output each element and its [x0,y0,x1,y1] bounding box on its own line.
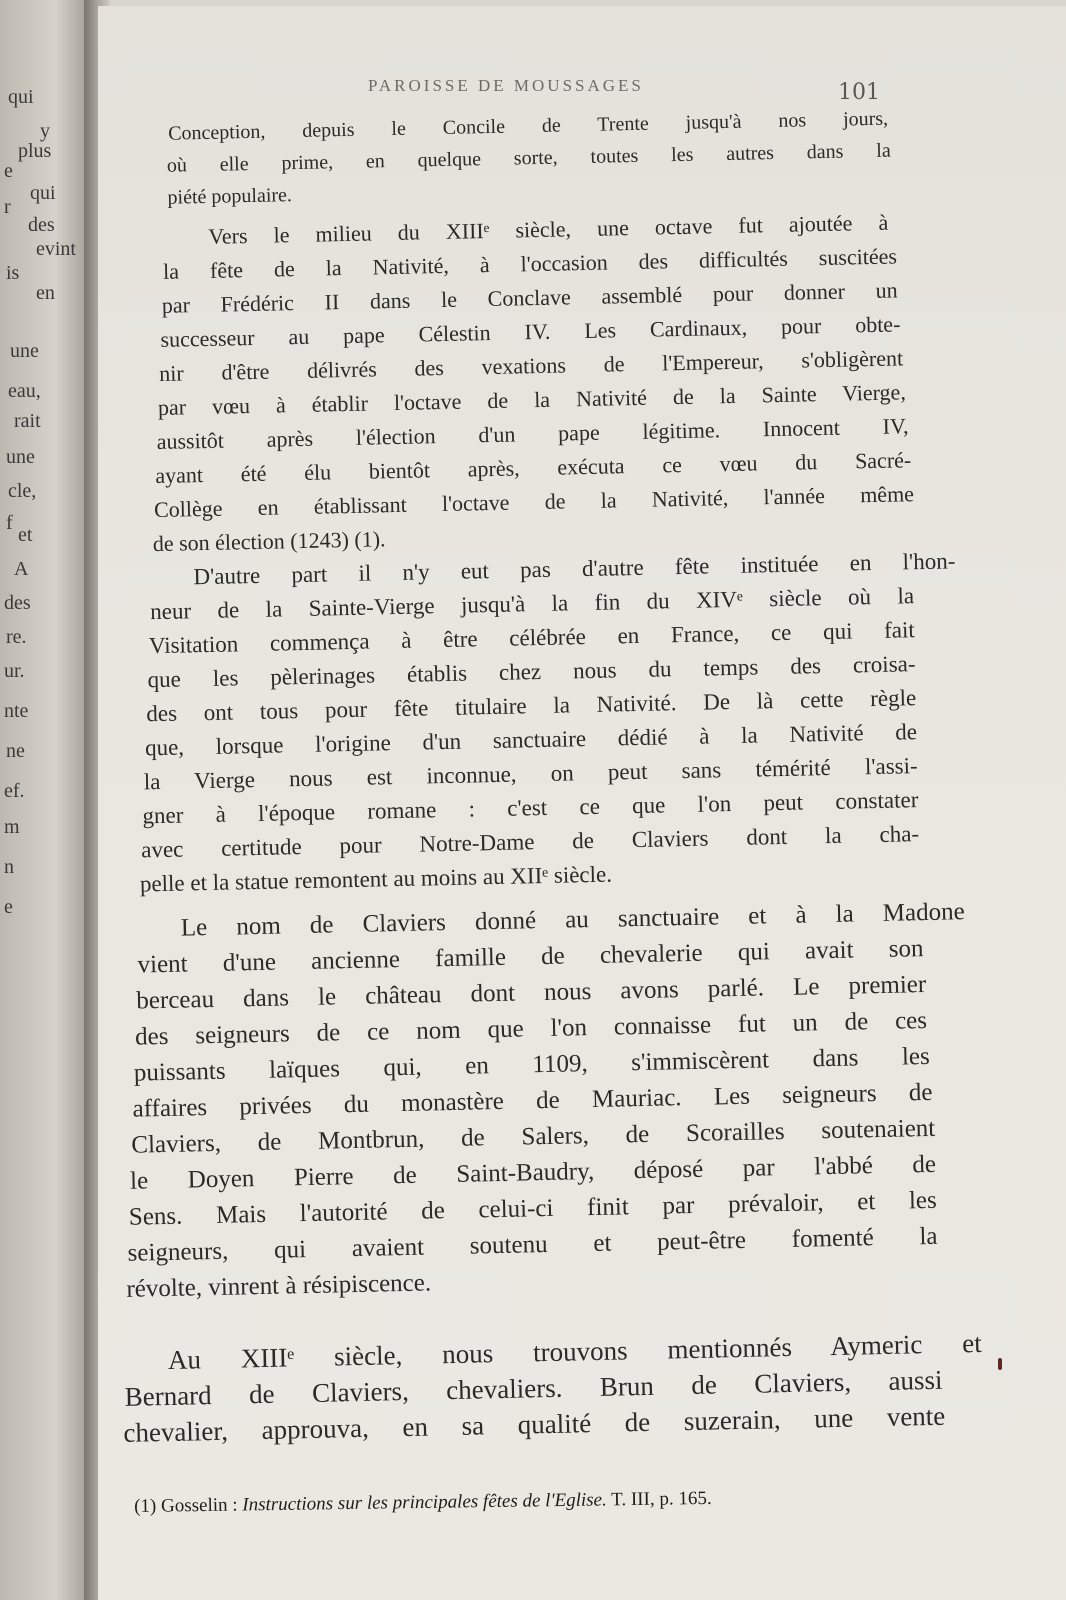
text-line: piété populaire. [167,184,293,209]
left-page-fragment: qui [30,182,56,204]
text-line: Au XIIIᵉ siècle, nous trouvons mentionnés Aymeric et [167,1327,983,1375]
text-line: de son élection (1243) (1). [152,526,386,557]
ink-spot [998,1358,1002,1370]
left-page-fragment: m [4,816,20,838]
left-page-fragment: en [36,282,55,304]
text-line: chevalier, approuva, en sa qualité de suzerain, une vente [123,1400,946,1448]
text-line: ayant été élu bientôt après, exécuta ce vœu du Sacré- [155,447,912,489]
left-page-fragment: ur. [4,660,25,682]
text-line: par Frédéric II dans le Conclave assemblé pour donner un [161,277,898,318]
text-line: la Vierge nous est inconnue, on peut sans témérité l'assi- [143,753,918,795]
text-line: par vœu à établir l'octave de la Nativité de la Sainte Vierge, [157,379,907,420]
text-line: des seigneurs de ce nom que l'on connaisse fut un de ces [134,1007,928,1051]
text-line: la fête de la Nativité, à l'occasion des difficultés suscitées [162,243,898,284]
left-page [0,0,92,1600]
right-page [98,6,1066,1600]
text-line: avec certitude pour Notre-Dame de Claviers dont la cha- [140,821,920,863]
text-line: puissants laïques qui, en 1109, s'immiscèrent dans les [133,1042,930,1087]
left-page-fragment: qui [8,86,34,108]
text-line: berceau dans le château dont nous avons parlé. Le premier [136,971,927,1015]
text-line: Visitation commença à être célébrée en France, ce qui fait [148,617,916,659]
text-line: Collège en établissant l'octave de la Nativité, l'année même [153,481,915,523]
footnote [134,1485,894,1518]
text-line: Sens. Mais l'autorité de celui-ci finit par prévaloir, et les [128,1186,938,1231]
left-page-fragment: des [4,592,31,614]
text-line: seigneurs, qui avaient soutenu et peut-être fomenté la [127,1222,938,1267]
text-line: Conception, depuis le Concile de Trente jusqu'à nos jours, [167,107,889,145]
left-page-fragment: e [4,896,13,918]
text-line: Vers le milieu du XIIIᵉ siècle, une octave fut ajoutée à [208,209,889,249]
left-page-fragment: une [10,340,39,362]
text-line: où elle prime, en quelque sorte, toutes les autres dans la [166,139,891,177]
text-line: Le nom de Claviers donné au sanctuaire et à la Madone [180,898,965,942]
text-line: pelle et la statue remontent au moins au XIIᵉ siècle. [139,861,613,897]
left-page-fragment: rait [14,410,41,432]
text-line: nir d'être délivrés des vexations de l'Empereur, s'obligèrent [158,345,904,386]
left-page-fragment: y [40,120,50,142]
left-page-fragment: f [6,512,13,534]
left-page-fragment: et [18,524,33,546]
text-line: aussitôt après l'élection d'un pape légitime. Innocent IV, [156,413,909,455]
running-header: PAROISSE DE MOUSSAGES [368,76,644,95]
text-line: Claviers, de Montbrun, de Salers, de Scorailles soutenaient [131,1114,936,1159]
left-page-fragment: cle, [8,480,37,502]
text-line: que les pèlerinages établis chez nous du temps des croisa- [147,651,916,693]
footnote-ref: T. III, p. 165. [611,1487,712,1511]
left-page-fragment: une [6,446,35,468]
left-page-fragment: is [6,262,20,284]
page-body [106,107,983,1448]
left-page-fragment: e [4,160,13,182]
left-page-fragment: des [28,214,55,236]
text-line: D'autre part il n'y eut pas d'autre fête instituée en l'hon- [193,548,956,590]
text-line: affaires privées du monastère de Mauriac. Les seigneurs de [132,1078,933,1123]
left-page-fragment: evint [36,238,76,260]
left-page-fragment: n [4,856,14,878]
left-page-fragment: nte [4,700,29,722]
text-line: des ont tous pour fête titulaire la Nativité. De là cette règle [146,685,917,727]
text-line: révolte, vinrent à résipiscence. [126,1269,432,1303]
text-line: gner à l'époque romane : c'est ce que l'on peut constater [142,787,919,829]
text-line: vient d'une ancienne famille de chevalerie qui avait son [137,935,924,979]
left-page-fragment: re. [6,626,27,648]
footnote-title: Instructions sur les principales fêtes de l'Eglise. [242,1489,607,1516]
text-line: le Doyen Pierre de Saint-Baudry, déposé par l'abbé de [129,1150,937,1195]
left-page-fragment: r [4,196,11,218]
left-page-fragment: eau, [8,380,41,402]
text-line: successeur au pape Célestin IV. Les Cardinaux, pour obte- [160,311,901,352]
footnote-marker: (1) Gosselin : [134,1494,238,1517]
left-page-fragment: plus [18,140,52,162]
left-page-fragment: A [14,558,29,580]
text-line: que, lorsque l'origine d'un sanctuaire dédié à la Nativité de [144,719,918,761]
text-line: Bernard de Claviers, chevaliers. Brun de Claviers, aussi [124,1364,943,1412]
left-page-fragment: ne [6,740,25,762]
page-number: 101 [838,80,880,105]
text-line: neur de la Sainte-Vierge jusqu'à la fin du XIVᵉ siècle où la [149,583,915,625]
left-page-fragment: ef. [4,780,25,802]
